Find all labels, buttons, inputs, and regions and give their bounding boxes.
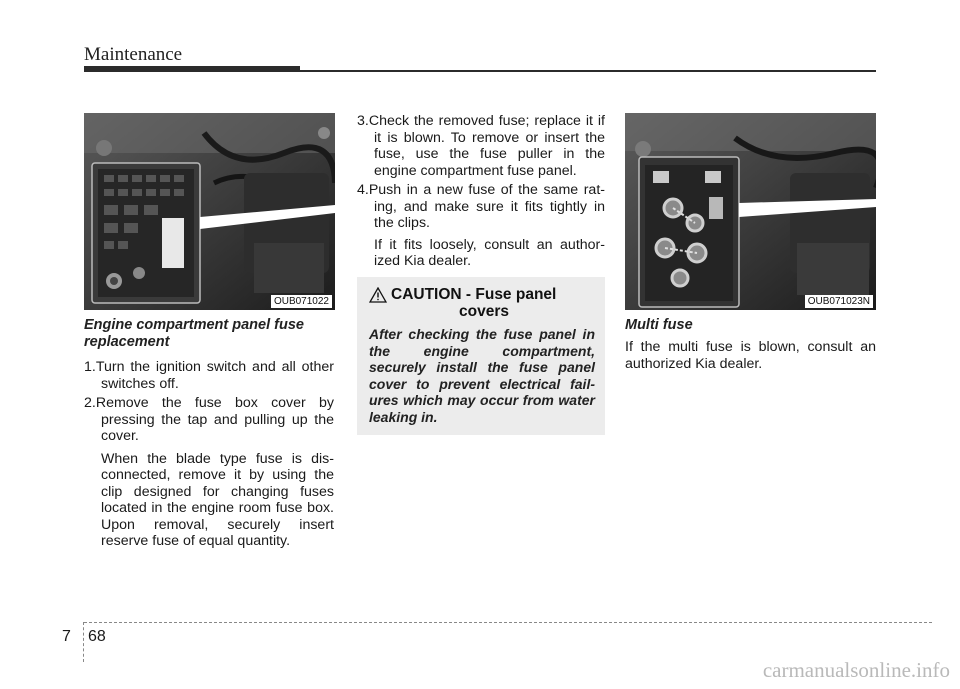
middle-column (357, 113, 605, 270)
photo-code-label: OUB071023N (805, 295, 873, 308)
right-column (625, 317, 876, 372)
header-title: Maintenance (84, 44, 183, 65)
caution-title-line1: CAUTION - Fuse panel (391, 286, 557, 303)
multi-fuse-photo (625, 113, 876, 310)
engine-fuse-box-photo (84, 113, 335, 310)
engine-fuse-box-illustration (84, 113, 335, 310)
caution-title-line2: covers (459, 303, 509, 320)
footer-divider (83, 622, 84, 662)
warning-triangle-icon (369, 287, 387, 303)
step-4-continued: If it fits loosely, consult an author-ized Kia dealer. (374, 236, 605, 269)
caution-box (357, 277, 605, 435)
multi-fuse-text: If the multi fuse is blown, consult an authorized Kia dealer. (625, 339, 876, 372)
engine-compartment-subheading: Engine compartment panel fuse replacement (84, 317, 304, 350)
step-2: 2.Remove the fuse box cover by pressing the tap and pulling up the cover. (84, 395, 334, 444)
step-2-continued: When the blade type fuse is dis-connected, remove it by using the clip designed for changing fuses located in the engine room fuse box. Upon removal, securely insert reserve fuse of equal quantity. (101, 450, 334, 549)
footer-rule (84, 622, 932, 623)
step-4: 4.Push in a new fuse of the same rat-ing, and make sure it fits tightly in the clips. (357, 182, 605, 231)
caution-body: After checking the fuse panel in the engine compartment, securely install the fuse panel cover to prevent electrical fail-ures which may occur from water leaking in. (369, 326, 595, 425)
page-number: 68 (88, 628, 106, 645)
watermark: carmanualsonline.info (762, 658, 950, 682)
photo-code-label: OUB071022 (271, 295, 332, 308)
step-1: 1.Turn the ignition switch and all other switches off. (84, 359, 334, 392)
header-rule-thin (300, 70, 876, 72)
chapter-number: 7 (62, 628, 71, 645)
multi-fuse-subheading: Multi fuse (625, 317, 693, 333)
step-3: 3.Check the removed fuse; replace it if it is blown. To remove or insert the fuse, use the fuse puller in the engine compartment fuse panel. (357, 113, 605, 179)
multi-fuse-illustration (625, 113, 876, 310)
header-rule-thick (84, 66, 300, 72)
left-column (84, 317, 334, 550)
